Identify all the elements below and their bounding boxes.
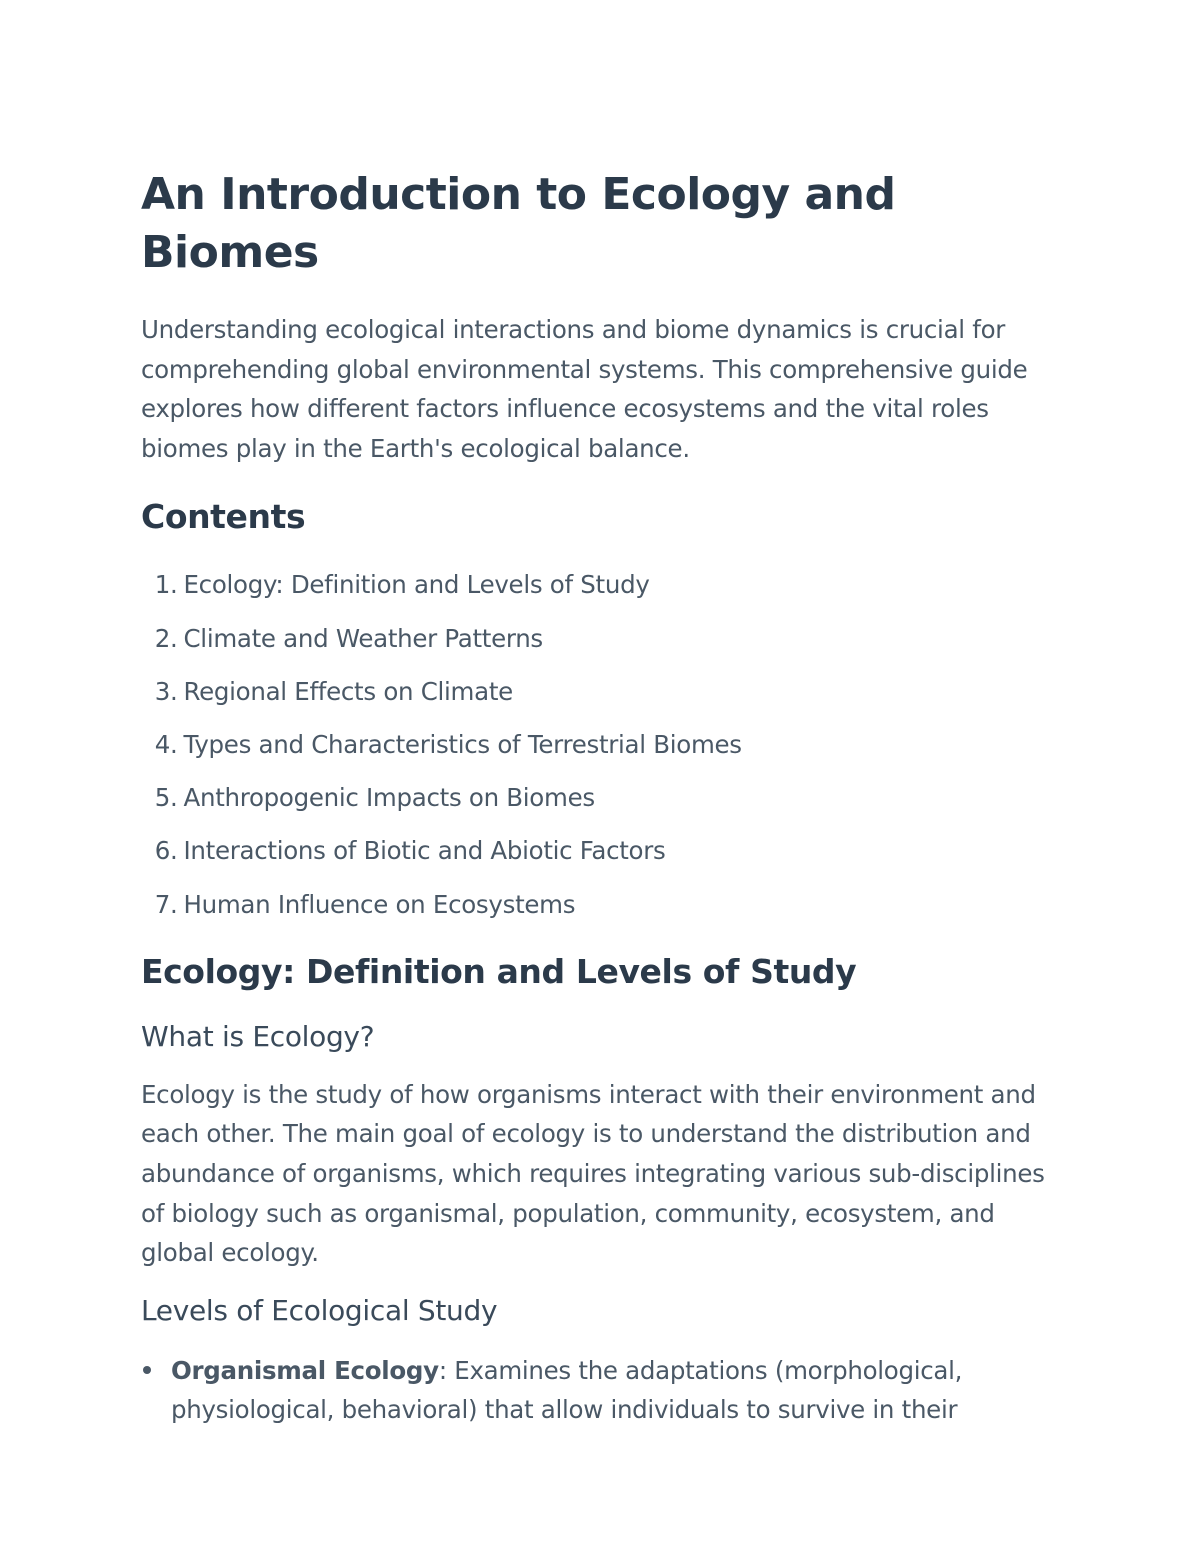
toc-item-label: Types and Characteristics of Terrestrial Biomes: [183, 729, 742, 759]
table-of-contents: [141, 558, 1071, 930]
section-heading: Ecology: Definition and Levels of Study: [141, 951, 857, 991]
intro-paragraph: Understanding ecological interactions and biome dynamics is crucial for comprehending global environmental systems. This comprehensive guide explores how different factors influence ecosystems and the vital roles biomes play in the Earth's ecological balance.: [141, 315, 1028, 463]
toc-item[interactable]: 1. Ecology: Definition and Levels of Study: [141, 558, 1071, 611]
levels-list: [141, 1351, 1071, 1430]
toc-item[interactable]: 4. Types and Characteristics of Terrestrial Biomes: [141, 718, 1071, 771]
toc-item-label: Human Influence on Ecosystems: [183, 889, 576, 919]
subsection-heading-what-is-ecology: What is Ecology?: [141, 1019, 375, 1053]
toc-item-number: 4: [154, 729, 170, 759]
toc-item[interactable]: 6. Interactions of Biotic and Abiotic Factors: [141, 824, 1071, 877]
toc-item-label: Climate and Weather Patterns: [183, 623, 543, 653]
toc-item[interactable]: 2. Climate and Weather Patterns: [141, 612, 1071, 665]
bullet-icon: [143, 1366, 151, 1374]
toc-item-number: 1: [154, 570, 170, 600]
toc-item[interactable]: 5. Anthropogenic Impacts on Biomes: [141, 771, 1071, 824]
ecology-definition-paragraph: Ecology is the study of how organisms interact with their environment and each other. The main goal of ecology is to understand the distribution and abundance of organisms, which requires integrating various sub-disciplines of biology such as organismal, population, community, ecosystem, and global ecology.: [141, 1079, 1045, 1268]
contents-heading: Contents: [141, 497, 306, 537]
toc-item-number: 3: [154, 676, 170, 706]
toc-item[interactable]: 3. Regional Effects on Climate: [141, 665, 1071, 718]
toc-item-number: 2: [154, 623, 170, 653]
toc-item-label: Interactions of Biotic and Abiotic Factors: [183, 836, 666, 866]
toc-item-label: Regional Effects on Climate: [183, 676, 513, 706]
level-term: Organismal Ecology: [171, 1355, 439, 1385]
toc-item-number: 6: [154, 836, 170, 866]
toc-item-label: Anthropogenic Impacts on Biomes: [183, 783, 595, 813]
subsection-heading-levels: Levels of Ecological Study: [141, 1293, 498, 1327]
toc-item[interactable]: 7. Human Influence on Ecosystems: [141, 878, 1071, 931]
list-item: [141, 1351, 1071, 1430]
toc-item-number: 5: [154, 783, 170, 813]
toc-item-label: Ecology: Definition and Levels of Study: [183, 570, 650, 600]
document-title: An Introduction to Ecology and Biomes: [141, 169, 896, 278]
toc-item-number: 7: [154, 889, 170, 919]
document-page: [141, 166, 1071, 1430]
level-description: : Examines the adaptations (morphological, physiological, behavioral) that allow individuals to survive in their: [171, 1355, 963, 1425]
